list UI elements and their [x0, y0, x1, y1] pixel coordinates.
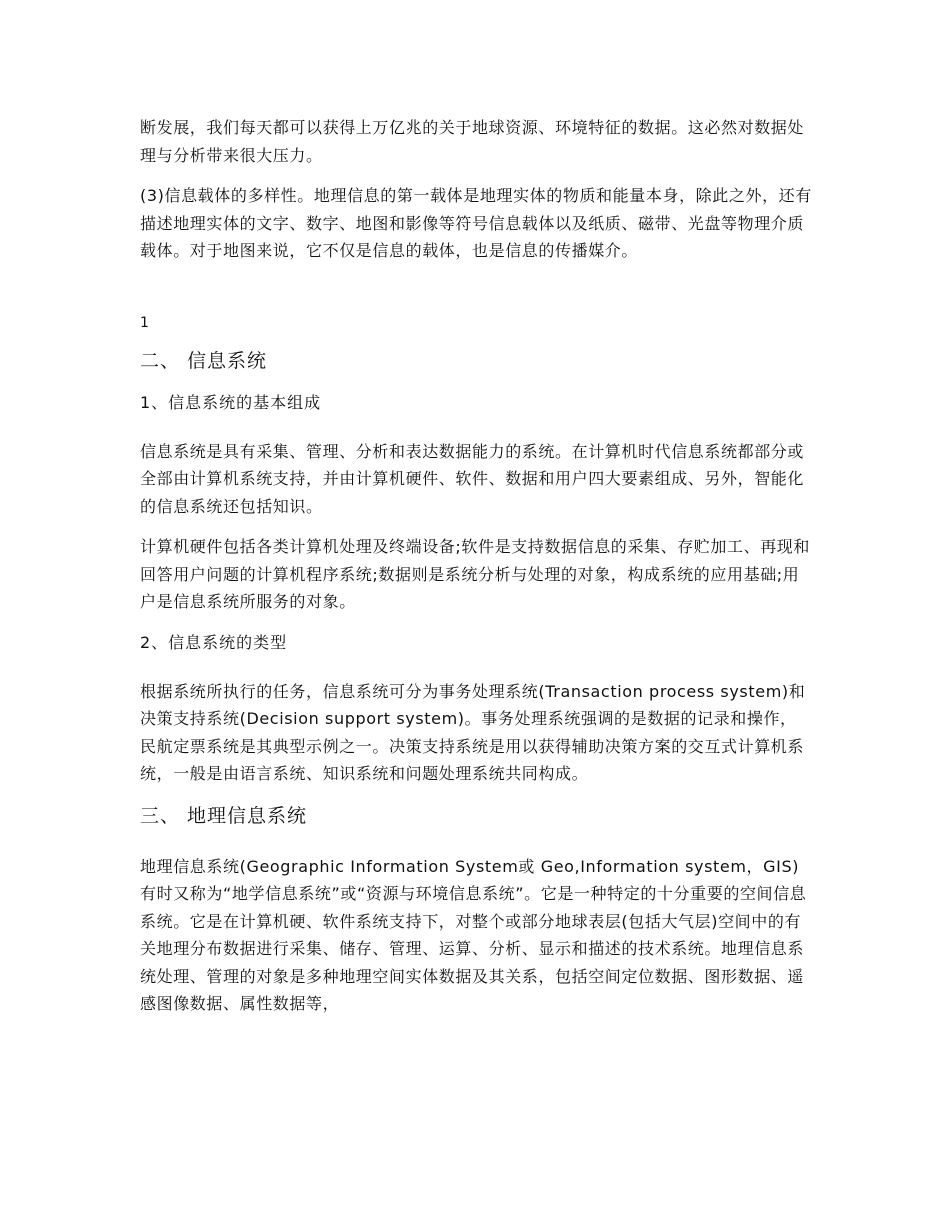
- spacer: [140, 831, 812, 853]
- spacer: [140, 376, 812, 389]
- section-heading-information-system: 二、 信息系统: [140, 349, 268, 372]
- spacer: [140, 520, 812, 533]
- spacer: [140, 169, 812, 182]
- spacer: [140, 416, 812, 438]
- paragraph-system-types: 根据系统所执行的任务，信息系统可分为事务处理系统(Transaction process system)和决策支持系统(Decision support system)。事务处理系统强调的是数据的记录和操作，民航定票系统是其典型示例之一。决策支持系统是用以获得辅助决策方案的交互式计算机系统，一般是由语言系统、知识系统和问题处理系统共同构成。: [140, 681, 806, 783]
- paragraph-gis-definition: 地理信息系统(Geographic Information System或 Geo,Information system，GIS)有时又称为“地学信息系统”或“资源与环境信息系统”。它是一种特定的十分重要的空间信息系统。它是在计算机硬、软件系统支持下，对整个或部分地球表层(包括大气层)空间中的有关地理分布数据进行采集、储存、管理、运算、分析、显示和描述的技术系统。地理信息系统处理、管理的对象是多种地理空间实体数据及其关系，包括空间定位数据、图形数据、遥感图像数据、属性数据等，: [140, 856, 807, 1013]
- paragraph-data-pressure: 断发展，我们每天都可以获得上万亿兆的关于地球资源、环境特征的数据。这必然对数据处理与分析带来很大压力。: [140, 118, 805, 165]
- subheading-basic-composition: 1、信息系统的基本组成: [140, 392, 322, 412]
- section-heading-gis: 三、 地理信息系统: [140, 804, 308, 827]
- subheading-system-types: 2、信息系统的类型: [140, 632, 288, 652]
- paragraph-system-components: 计算机硬件包括各类计算机处理及终端设备;软件是支持数据信息的采集、存贮加工、再现和回答用户问题的计算机程序系统;数据则是系统分析与处理的对象，构成系统的应用基础;用户是信息系统所服务的对象。: [140, 537, 810, 611]
- page-number: 1: [140, 314, 150, 331]
- spacer: [140, 333, 812, 346]
- spacer: [140, 788, 812, 801]
- paragraph-system-definition: 信息系统是具有采集、管理、分析和表达数据能力的系统。在计算机时代信息系统都部分或全部由计算机系统支持，并由计算机硬件、软件、数据和用户四大要素组成、另外，智能化的信息系统还包括知识。: [140, 441, 805, 516]
- paragraph-carrier-diversity: (3)信息载体的多样性。地理信息的第一载体是地理实体的物质和能量本身，除此之外，还有描述地理实体的文字、数字、地图和影像等符号信息载体以及纸质、磁带、光盘等物理介质载体。对于地图来说，它不仅是信息的载体，也是信息的传播媒介。: [140, 186, 812, 260]
- document-body: [140, 114, 812, 1018]
- spacer: [140, 616, 812, 629]
- spacer: [140, 265, 812, 313]
- spacer: [140, 656, 812, 678]
